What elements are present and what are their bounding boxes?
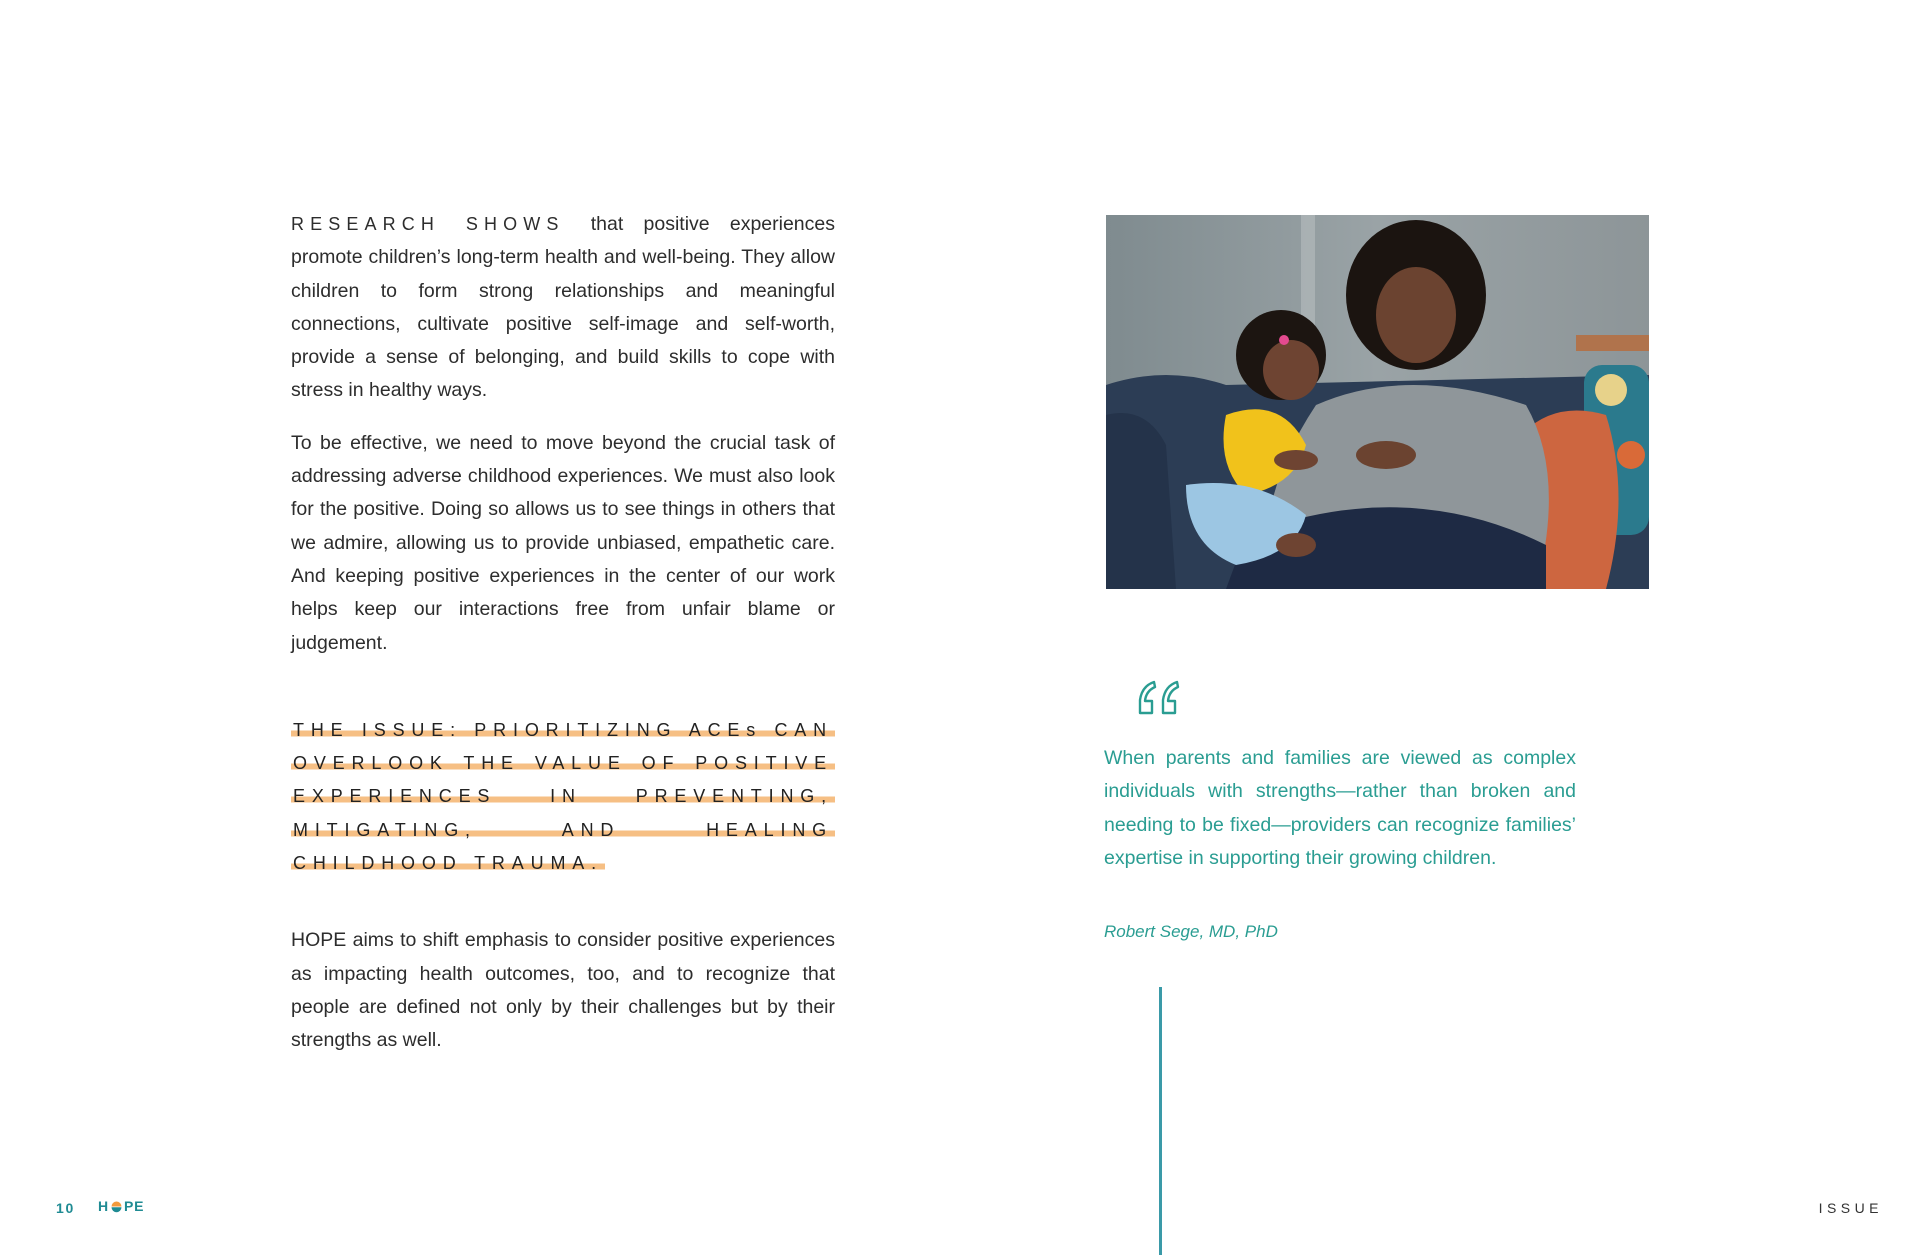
hope-logo <box>98 1198 144 1214</box>
section-label: ISSUE <box>1818 1200 1883 1216</box>
hope-logo-h: H <box>98 1198 109 1214</box>
issue-heading <box>291 714 835 880</box>
intro-paragraph <box>291 208 835 408</box>
second-paragraph: To be effective, we need to move beyond the crucial task of addressing adverse childhood experiences. We must also look for the positive. Doing so allows us to see things in others that we admire, allowing us to provide unbiased, empathetic care. And keeping positive experiences in the center of our work helps keep our interactions free from unfair blame or judgement. <box>291 431 835 654</box>
pull-quote: When parents and families are viewed as complex individuals with strengths—rather than broken and needing to be fixed—providers can recognize families’ expertise in supporting their growing children. <box>1104 747 1576 869</box>
hope-logo-o-icon <box>110 1200 123 1213</box>
issue-heading-text: THE ISSUE: PRIORITIZING ACEs CAN OVERLOOK THE VALUE OF POSITIVE EXPERIENCES IN PREVENTING, MITIGATING, AND HEALING CHILDHOOD TRAUMA. <box>293 719 833 874</box>
article-column <box>291 208 835 1077</box>
quote-mark-icon <box>1136 680 1182 716</box>
vertical-rule <box>1159 987 1162 1255</box>
lead-in-caps: RESEARCH SHOWS <box>291 214 565 234</box>
third-paragraph: HOPE aims to shift emphasis to consider positive experiences as impacting health outcomes, too, and to recognize that people are defined not only by their challenges but by their strengths as well. <box>291 929 835 1052</box>
intro-paragraph-text: that positive experiences promote children’s long-term health and well-being. They allow children to form strong relationships and meaningful connections, cultivate positive self-image and self-worth, provide a sense of belonging, and build skills to cope with stress in healthy ways. <box>291 213 835 402</box>
quote-attribution: Robert Sege, MD, PhD <box>1104 922 1278 941</box>
page-number: 10 <box>56 1200 75 1216</box>
mother-child-photo <box>1106 215 1649 589</box>
hope-logo-pe: PE <box>123 1198 145 1214</box>
